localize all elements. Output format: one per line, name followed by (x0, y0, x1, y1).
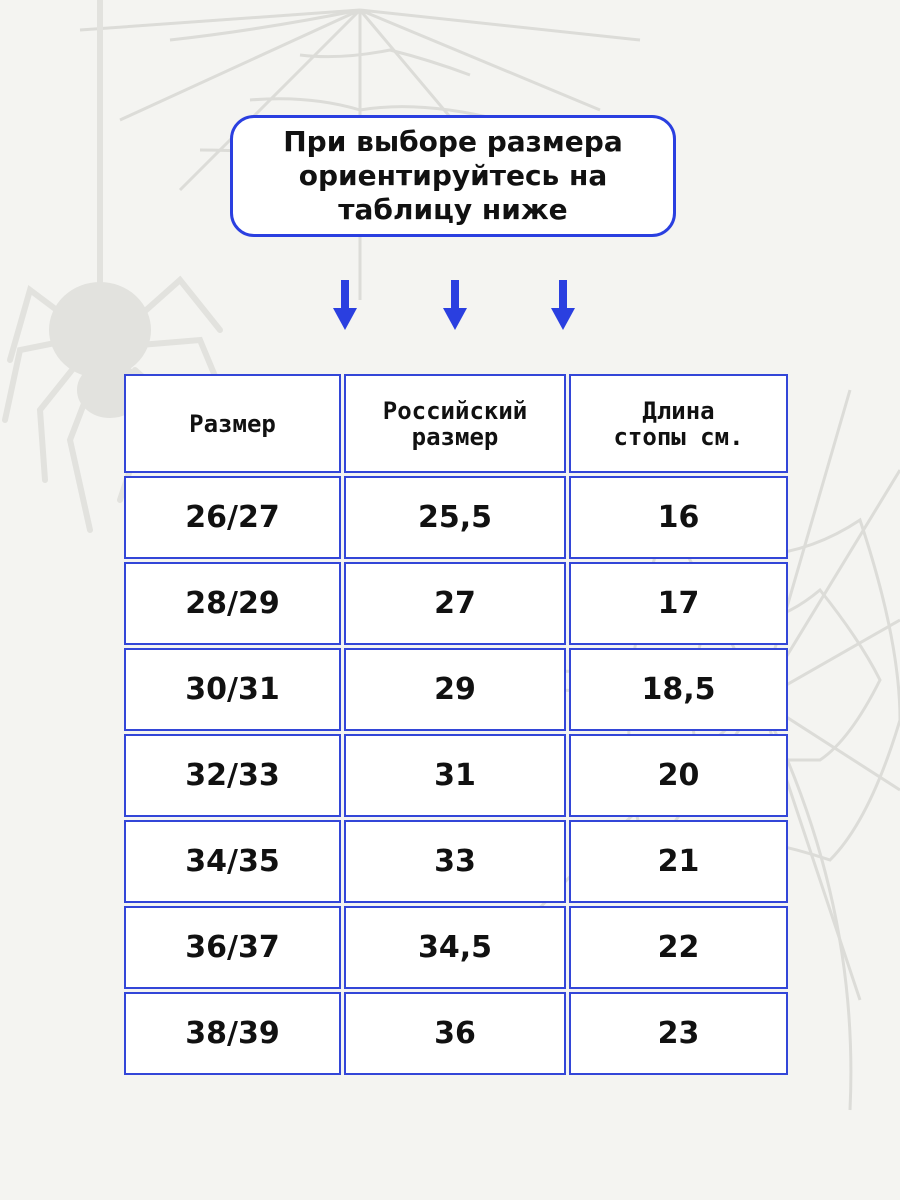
size-cell: 32/33 (124, 734, 341, 817)
russian-size-cell: 25,5 (344, 476, 566, 559)
size-cell: 34/35 (124, 820, 341, 903)
instruction-text: При выборе размера ориентируйтесь на таблицу ниже (283, 125, 623, 226)
foot-length-cell: 16 (569, 476, 788, 559)
size-cell: 30/31 (124, 648, 341, 731)
table-header-row (124, 374, 788, 473)
foot-length-cell: 18,5 (569, 648, 788, 731)
size-cell: 38/39 (124, 992, 341, 1075)
russian-size-cell: 29 (344, 648, 566, 731)
table-row (124, 820, 788, 903)
russian-size-cell: 27 (344, 562, 566, 645)
foot-length-cell: 22 (569, 906, 788, 989)
header-russian-size: Российский размер (344, 374, 566, 473)
size-table (121, 371, 791, 1078)
arrow-down-icon (548, 280, 578, 332)
size-cell: 28/29 (124, 562, 341, 645)
table-row (124, 734, 788, 817)
foot-length-cell: 17 (569, 562, 788, 645)
foot-length-cell: 21 (569, 820, 788, 903)
russian-size-cell: 36 (344, 992, 566, 1075)
arrow-down-icon (440, 280, 470, 332)
table-row (124, 906, 788, 989)
foot-length-cell: 20 (569, 734, 788, 817)
russian-size-cell: 33 (344, 820, 566, 903)
size-cell: 36/37 (124, 906, 341, 989)
table-row (124, 562, 788, 645)
table-row (124, 476, 788, 559)
foot-length-cell: 23 (569, 992, 788, 1075)
instruction-callout (230, 115, 676, 237)
arrow-down-icon (330, 280, 360, 332)
table-row (124, 992, 788, 1075)
russian-size-cell: 34,5 (344, 906, 566, 989)
russian-size-cell: 31 (344, 734, 566, 817)
size-cell: 26/27 (124, 476, 341, 559)
table-row (124, 648, 788, 731)
header-foot-length: Длина стопы см. (569, 374, 788, 473)
header-size: Размер (124, 374, 341, 473)
